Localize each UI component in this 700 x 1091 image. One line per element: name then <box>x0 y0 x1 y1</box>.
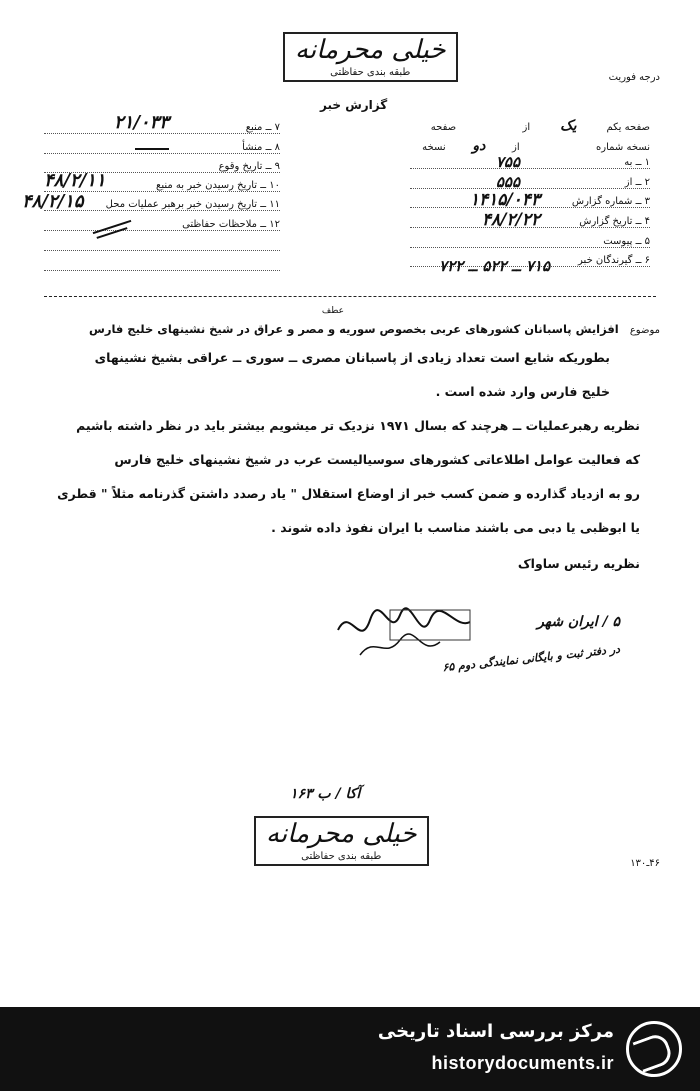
field-copy-value: دو <box>472 138 486 154</box>
archive-note: آکا / ب ۱۶۳ <box>290 786 361 802</box>
field-source-received-date-value: ۴۸/۲/۱۱ <box>44 170 106 191</box>
field-source-received-date-label: ۱۰ ــ تاریخ رسیدن خبر به منبع <box>156 180 280 191</box>
field-page-mid: از <box>522 122 531 133</box>
top-stamp-caption: طبقه بندی حفاظتی <box>330 66 411 78</box>
field-leader-received-date-label: ۱۱ ــ تاریخ رسیدن خبر برهبر عملیات محل <box>105 199 280 210</box>
field-to-label: ۱ ــ به <box>624 157 650 168</box>
subject-text: افزایش پاسبانان کشورهای عربی بخصوص سوریه و مصر و عراق در شیخ نشینهای خلیج فارس <box>88 322 619 336</box>
field-origin-label: ۸ ــ منشأ <box>242 142 280 153</box>
bottom-classification-stamp <box>254 816 429 866</box>
field-recipients-value: ۷۱۵ ــ ۵۲۲ ــ ۷۲۲ <box>439 257 550 275</box>
subject-label: موضوع <box>629 325 660 336</box>
field-page-end: صفحه <box>430 122 457 133</box>
field-from-label: ۲ ــ از <box>624 177 650 188</box>
top-stamp-text: خیلی محرمانه <box>295 35 446 65</box>
field-source <box>44 112 280 134</box>
field-attachment-label: ۵ ــ پیوست <box>603 236 650 247</box>
field-attachment <box>410 236 650 248</box>
signature-scribble <box>330 600 480 662</box>
field-from <box>410 173 650 191</box>
body-line-7: نظریه رئیس ساواک <box>517 556 640 571</box>
urgency-label: درجه فوریت <box>608 72 660 83</box>
field-report-number-label: ۳ ــ شماره گزارش <box>571 196 650 207</box>
field-security-notes <box>44 219 280 231</box>
field-page-label: صفحه یکم <box>606 122 650 133</box>
subject-margin-note: عطف <box>321 306 344 316</box>
field-to <box>410 153 650 171</box>
subject-line <box>89 318 660 337</box>
signature-text-1: ۵ / ایران شهر <box>537 614 620 630</box>
field-to-value: ۷۵۵ <box>495 153 520 171</box>
body-line-3: نظریه رهبرعملیات ــ هرچند که بسال ۱۹۷۱ نزدیک تر میشویم بیشتر باید در نظر داشته باشیم <box>76 418 640 433</box>
field-report-number-value: ۱۴۱۵/۰۴۳ <box>469 190 540 210</box>
field-copy <box>422 138 650 154</box>
bottom-stamp-caption: طبقه بندی حفاظتی <box>301 850 382 862</box>
footer-center-name: مرکز بررسی اسناد تاریخی <box>377 1021 614 1042</box>
field-source-value: ۲۱/۰۳۳ <box>114 112 169 133</box>
report-title: گزارش خبر <box>320 98 388 112</box>
body-line-2: خلیج فارس وارد شده است . <box>435 384 610 399</box>
field-report-date <box>410 210 650 230</box>
page-code: ۴۶ـ۱۳۰ <box>630 858 660 869</box>
signature-text-2: در دفتر ثبت و بایگانی نمایندگی دوم ۶۵ <box>441 642 621 675</box>
field-leader-received-date-value: ۴۸/۲/۱۵ <box>22 191 84 212</box>
body-line-5: رو به ازدیاد گذارده و ضمن کسب خبر از اوضاع استقلال " یاد رصدد داشتن گذرنامه مثلاً " قطری <box>57 486 640 501</box>
field-recipients <box>410 255 650 275</box>
header-divider <box>44 296 656 297</box>
blank-line-1 <box>44 250 280 251</box>
top-classification-stamp <box>283 32 458 82</box>
field-source-label: ۷ ــ منبع <box>245 122 280 133</box>
field-occurrence-date-label: ۹ ــ تاریخ وقوع <box>218 161 280 172</box>
archive-logo-icon <box>626 1021 682 1077</box>
redaction-stroke-1 <box>135 148 169 150</box>
field-report-date-label: ۴ ــ تاریخ گزارش <box>579 216 650 227</box>
field-copy-mid: از <box>512 142 520 153</box>
footer-website: historydocuments.ir <box>431 1053 614 1073</box>
field-copy-label: نسخه شماره <box>596 142 650 153</box>
field-copy-end: نسخه <box>422 142 446 153</box>
body-line-6: یا ابوظبی یا دبی می باشند مناسب با ایران نفوذ داده شوند . <box>271 520 640 535</box>
field-leader-received-date <box>22 191 280 212</box>
bottom-stamp-text: خیلی محرمانه <box>266 819 417 849</box>
field-report-number <box>410 190 650 210</box>
archive-footer <box>0 1007 700 1091</box>
body-line-1: بطوریکه شایع است تعداد زیادی از پاسبانان مصری ــ سوری ــ عراقی بشیخ نشینهای <box>94 350 610 365</box>
body-line-4: که فعالیت عوامل اطلاعاتی کشورهای سوسیالیست عرب در شیخ نشینهای خلیج فارس <box>114 452 640 467</box>
field-page <box>431 118 650 134</box>
field-from-value: ۵۵۵ <box>495 173 520 191</box>
signature-block <box>330 600 480 662</box>
field-report-date-value: ۴۸/۲/۲۲ <box>481 210 540 230</box>
field-recipients-label: ۶ ــ گیرندگان خبر <box>578 255 650 266</box>
blank-line-2 <box>44 270 280 271</box>
field-security-notes-label: ۱۲ ــ ملاحظات حفاظتی <box>182 219 280 230</box>
field-page-value: یک <box>560 118 577 134</box>
